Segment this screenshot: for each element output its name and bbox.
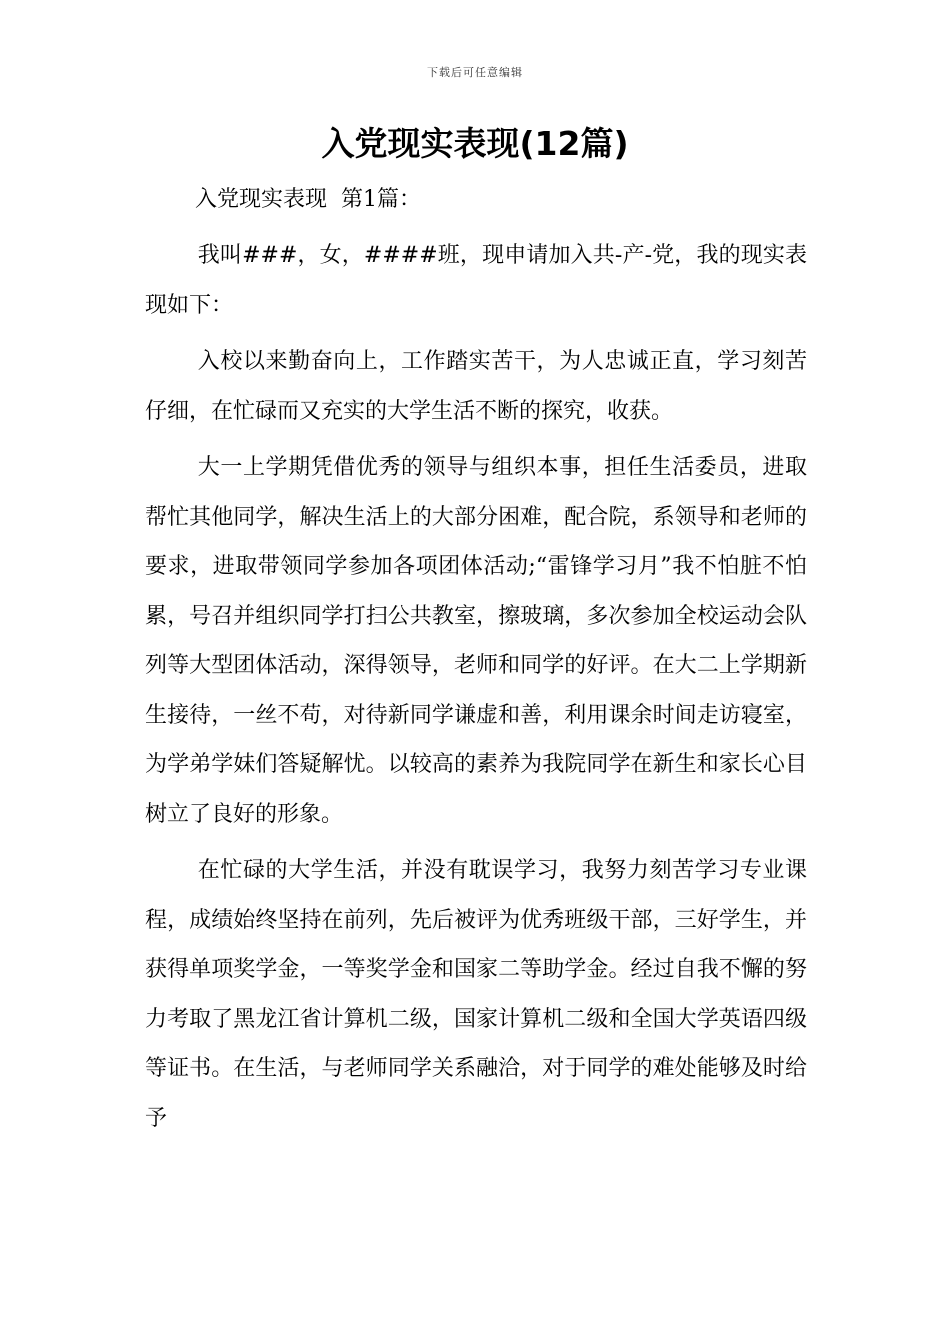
paragraph-leadership: 大一上学期凭借优秀的领导与组织本事，担任生活委员，进取帮忙其他同学，解决生活上的大部分困难，配合院，系领导和老师的要求，进取带领同学参加各项团体活动;“雷锋学习月”我不怕脏不怕累，号召并组织同学打扫公共教室，擦玻璃，多次参加全校运动会队列等大型团体活动，深得领导，老师和同学的好评。在大二上学期新生接待，一丝不苟，对待新同学谦虚和善，利用课余时间走访寝室，为学弟学妹们答疑解忧。以较高的素养为我院同学在新生和家长心目树立了良好的形象。 bbox=[145, 455, 807, 827]
section-heading: 入党现实表现 第1篇： bbox=[195, 187, 421, 212]
paragraph-study: 在忙碌的大学生活，并没有耽误学习，我努力刻苦学习专业课程，成绩始终坚持在前列，先后被评为优秀班级干部，三好学生，并获得单项奖学金，一等奖学金和国家二等助学金。经过自我不懈的努力考取了黑龙江省计算机二级，国家计算机二级和全国大学英语四级等证书。在生活，与老师同学关系融洽，对于同学的难处能够及时给予 bbox=[145, 858, 807, 1131]
paragraph-intro: 我叫###，女，####班，现申请加入共-产-党，我的现实表现如下： bbox=[145, 243, 807, 318]
document-body bbox=[145, 180, 807, 1150]
document-title: 入党现实表现(12篇) bbox=[321, 124, 629, 163]
page-header-note: 下载后可任意编辑 bbox=[427, 66, 523, 79]
paragraph-attitude: 入校以来勤奋向上，工作踏实苦干，为人忠诚正直，学习刻苦仔细，在忙碌而又充实的大学生活不断的探究，收获。 bbox=[145, 349, 807, 424]
